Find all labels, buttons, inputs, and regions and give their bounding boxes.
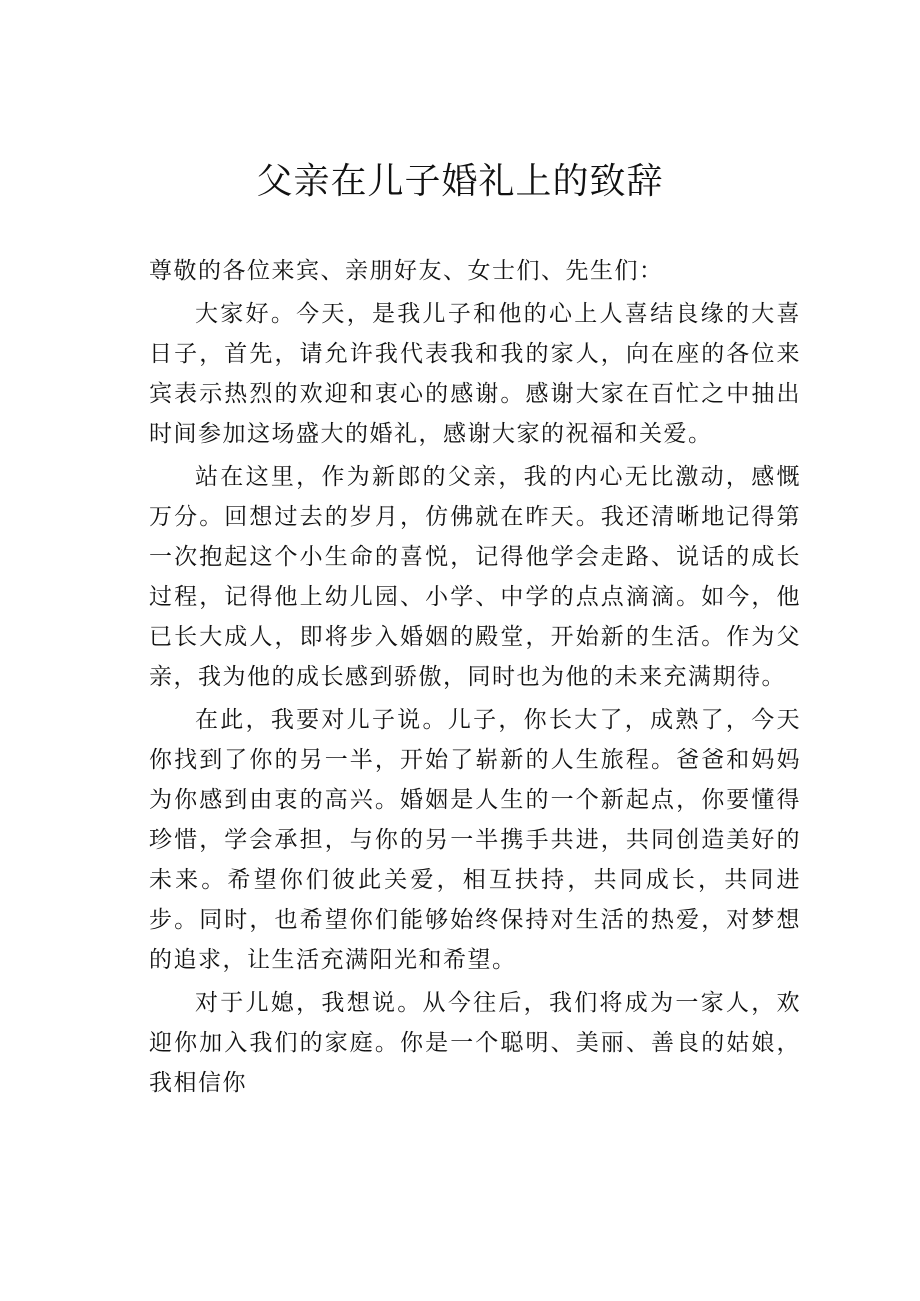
document-body bbox=[149, 251, 801, 1106]
document-title: 父亲在儿子婚礼上的致辞 bbox=[256, 161, 664, 202]
salutation: 尊敬的各位来宾、亲朋好友、女士们、先生们： bbox=[149, 258, 664, 284]
paragraph-welcome: 大家好。今天，是我儿子和他的心上人喜结良缘的大喜日子，首先，请允许我代表我和我的家人，向在座的各位来宾表示热烈的欢迎和衷心的感谢。感谢大家在百忙之中抽出时间参加这场盛大的婚礼，感谢大家的祝福和关爱。 bbox=[149, 301, 801, 447]
paragraph-to-daughter-in-law: 对于儿媳，我想说。从今往后，我们将成为一家人，欢迎你加入我们的家庭。你是一个聪明、美丽、善良的姑娘，我相信你 bbox=[149, 990, 801, 1096]
paragraph-to-son: 在此，我要对儿子说。儿子，你长大了，成熟了，今天你找到了你的另一半，开始了崭新的人生旅程。爸爸和妈妈为你感到由衷的高兴。婚姻是人生的一个新起点，你要懂得珍惜，学会承担，与你的另一半携手共进，共同创造美好的未来。希望你们彼此关爱，相互扶持，共同成长，共同进步。同时，也希望你们能够始终保持对生活的热爱，对梦想的追求，让生活充满阳光和希望。 bbox=[149, 707, 801, 973]
paragraph-father-feelings: 站在这里，作为新郎的父亲，我的内心无比激动，感慨万分。回想过去的岁月，仿佛就在昨天。我还清晰地记得第一次抱起这个小生命的喜悦，记得他学会走路、说话的成长过程，记得他上幼儿园、小学、中学的点点滴滴。如今，他已长大成人，即将步入婚姻的殿堂，开始新的生活。作为父亲，我为他的成长感到骄傲，同时也为他的未来充满期待。 bbox=[149, 464, 801, 690]
